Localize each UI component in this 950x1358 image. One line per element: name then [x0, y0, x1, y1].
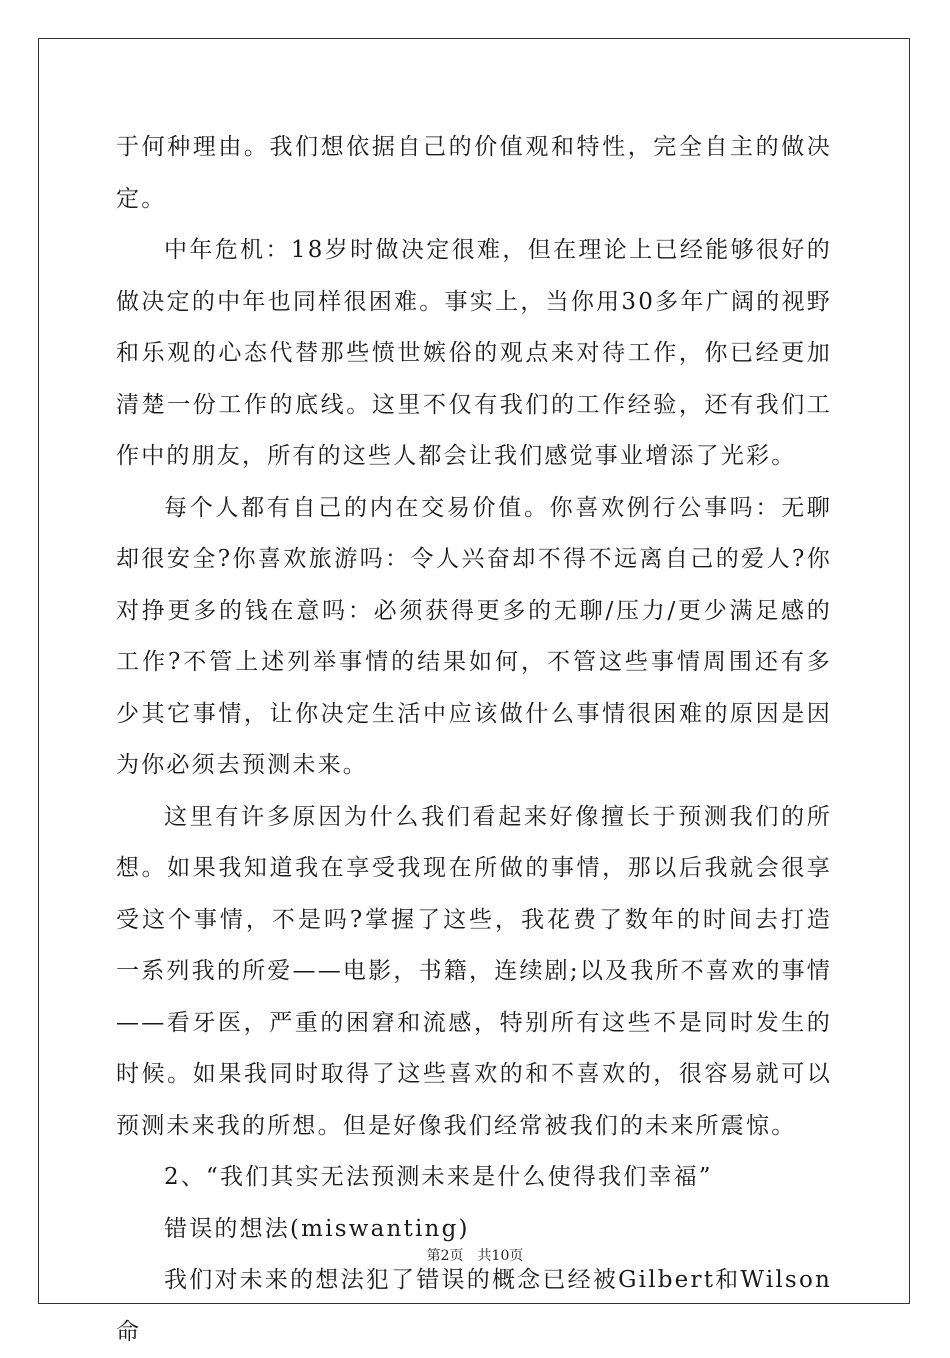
paragraph-1: 于何种理由。我们想依据自己的价值观和特性，完全自主的做决定。: [116, 134, 832, 212]
page-number-footer: 第2页 共10页: [426, 1248, 524, 1264]
paragraph-2: 中年危机：18岁时做决定很难，但在理论上已经能够很好的做决定的中年也同样很困难。事实上，当你用30多年广阔的视野和乐观的心态代替那些愤世嫉俗的观点来对待工作，你已经更加清楚一份工作的底线。这里不仅有我们的工作经验，还有我们工作中的朋友，所有的这些人都会让我们感觉事业增添了光彩。: [116, 237, 832, 469]
subheading-miswanting: 错误的想法(miswanting): [164, 1215, 470, 1242]
section-heading: 2、“我们其实无法预测未来是什么使得我们幸福”: [164, 1164, 713, 1190]
paragraph-3: 每个人都有自己的内在交易价值。你喜欢例行公事吗：无聊却很安全?你喜欢旅游吗：令人兴奋却不得不远离自己的爱人?你对挣更多的钱在意吗：必须获得更多的无聊/压力/更少满足感的工作?不管上述列举事情的结果如何，不管这些事情周围还有多少其它事情，让你决定生活中应该做什么事情很困难的原因是因为你必须去预测未来。: [116, 494, 832, 778]
paragraph-4: 这里有许多原因为什么我们看起来好像擅长于预测我们的所想。如果我知道我在享受我现在所做的事情，那以后我就会很享受这个事情，不是吗?掌握了这些，我花费了数年的时间去打造一系列我的所爱——电影，书籍，连续剧;以及我所不喜欢的事情——看牙医，严重的困窘和流感，特别所有这些不是同时发生的时候。如果我同时取得了这些喜欢的和不喜欢的，很容易就可以预测未来我的所想。但是好像我们经常被我们的未来所震惊。: [116, 803, 832, 1139]
paragraph-7: 我们对未来的想法犯了错误的概念已经被Gilbert和Wilson命: [116, 1267, 832, 1345]
document-body: [116, 122, 832, 1358]
